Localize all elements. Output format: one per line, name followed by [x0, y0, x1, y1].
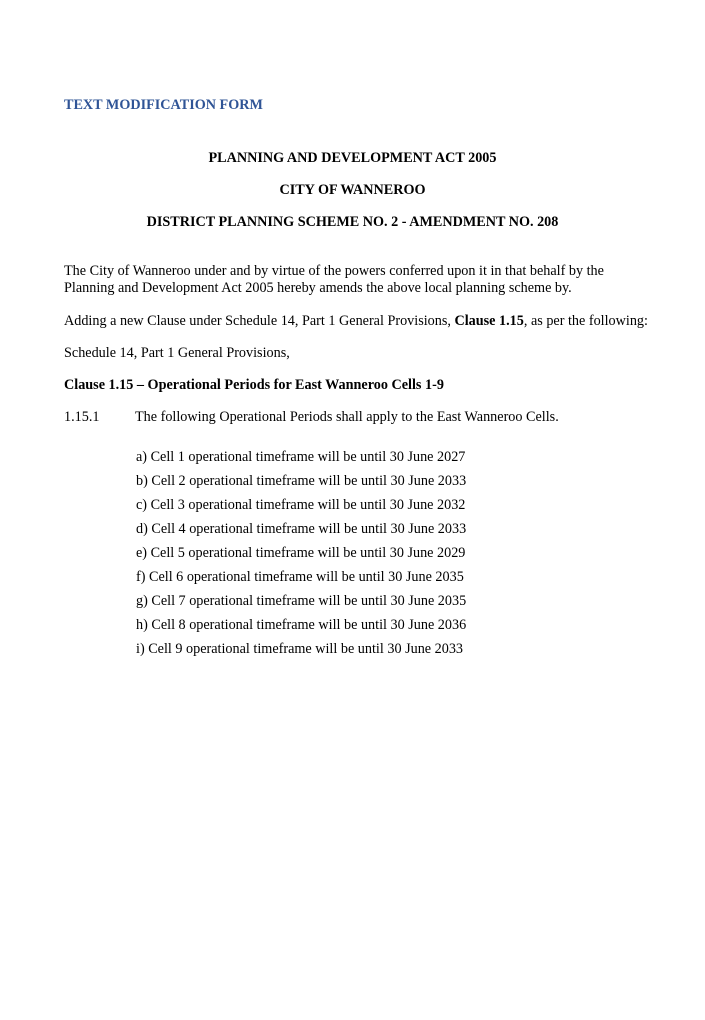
- schedule-line: Schedule 14, Part 1 General Provisions,: [64, 345, 290, 361]
- subclause-text: The following Operational Periods shall apply to the East Wanneroo Cells.: [135, 409, 559, 425]
- list-item: e) Cell 5 operational timeframe will be until 30 June 2029: [136, 545, 466, 561]
- adding-prefix: Adding a new Clause under Schedule 14, Part 1 General Provisions,: [64, 313, 455, 329]
- intro-paragraph: The City of Wanneroo under and by virtue of the powers conferred upon it in that behalf by the Planning and Development Act 2005 hereby amends the above local planning scheme by.: [64, 263, 604, 296]
- list-item: b) Cell 2 operational timeframe will be until 30 June 2033: [136, 473, 467, 489]
- list-item: a) Cell 1 operational timeframe will be until 30 June 2027: [136, 449, 466, 465]
- adding-clause-paragraph: [64, 313, 654, 330]
- clause-heading: Clause 1.15 – Operational Periods for East Wanneroo Cells 1-9: [64, 377, 444, 393]
- list-item: f) Cell 6 operational timeframe will be until 30 June 2035: [136, 569, 464, 585]
- list-item: c) Cell 3 operational timeframe will be until 30 June 2032: [136, 497, 466, 513]
- heading-scheme: DISTRICT PLANNING SCHEME NO. 2 - AMENDMENT NO. 208: [146, 214, 559, 230]
- adding-clause-ref: Clause 1.15: [454, 313, 524, 329]
- heading-act: PLANNING AND DEVELOPMENT ACT 2005: [208, 150, 497, 166]
- list-item: d) Cell 4 operational timeframe will be until 30 June 2033: [136, 521, 467, 537]
- subclause-number: 1.15.1: [64, 409, 100, 425]
- list-item: i) Cell 9 operational timeframe will be until 30 June 2033: [136, 641, 464, 657]
- list-item: g) Cell 7 operational timeframe will be until 30 June 2035: [136, 593, 467, 609]
- adding-suffix: , as per the following:: [523, 313, 648, 329]
- heading-city: CITY OF WANNEROO: [279, 182, 426, 198]
- form-title: TEXT MODIFICATION FORM: [64, 97, 263, 113]
- list-item: h) Cell 8 operational timeframe will be until 30 June 2036: [136, 617, 467, 633]
